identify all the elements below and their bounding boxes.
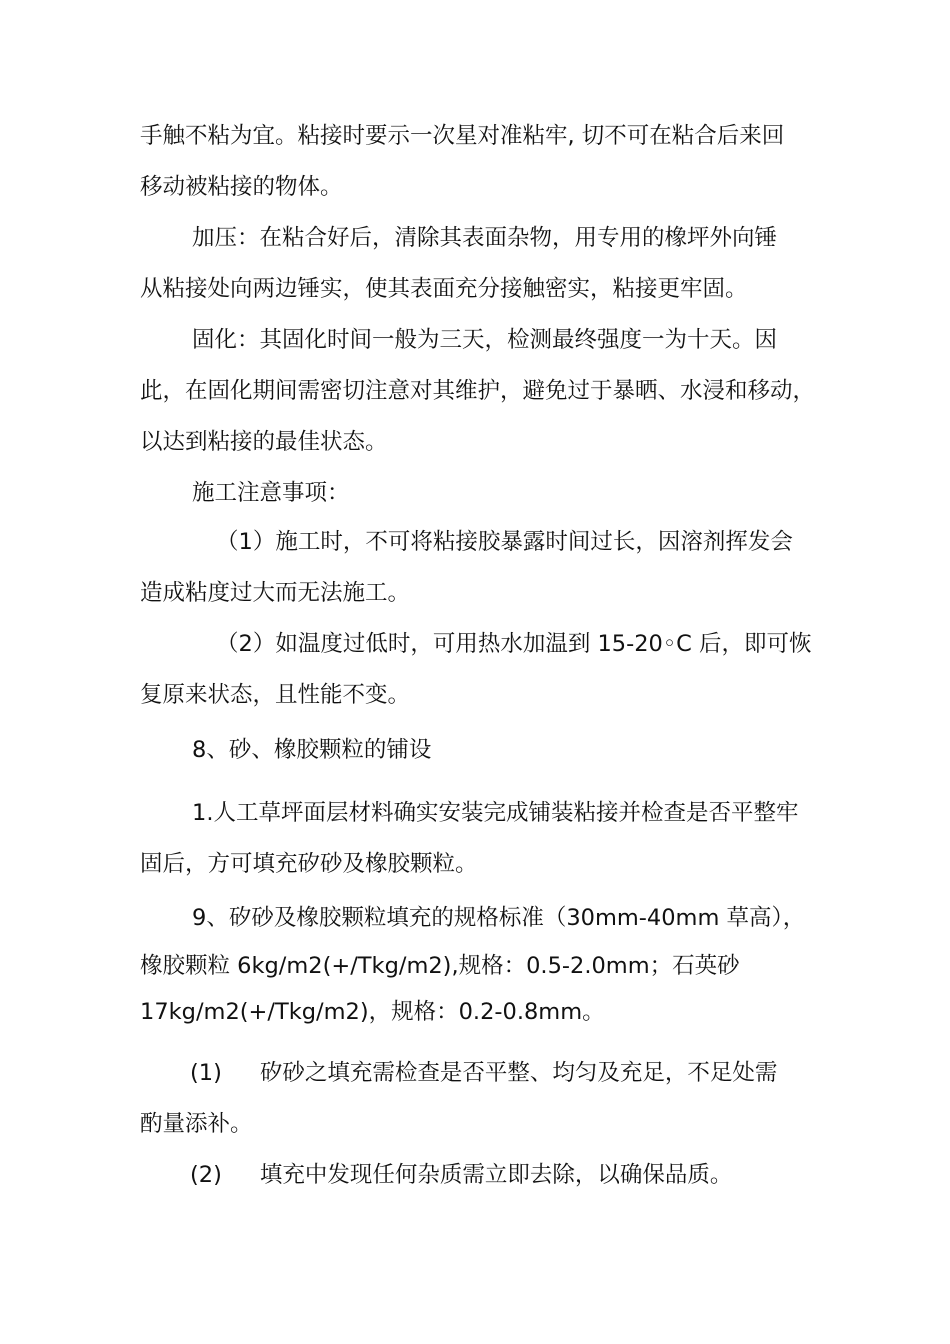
paragraph-line: 手触不粘为宜。粘接时要示一次星对准粘牢, 切不可在粘合后来回: [140, 123, 785, 149]
paragraph-pressurize: 加压：在粘合好后，清除其表面杂物，用专用的橡坪外向锤: [192, 225, 778, 251]
paragraph-line: 此，在固化期间需密切注意对其维护，避免过于暴晒、水浸和移动，: [140, 378, 816, 404]
section-heading-8: 8、砂、橡胶颗粒的铺设: [192, 737, 432, 763]
fill-check-item-1: [190, 1058, 777, 1088]
list-marker: (2): [190, 1162, 222, 1188]
paragraph-line: 固后，方可填充矽砂及橡胶颗粒。: [140, 851, 478, 877]
list-marker: (1): [190, 1060, 222, 1086]
paragraph-curing: 固化：其固化时间一般为三天，检测最终强度一为十天。因: [192, 327, 778, 353]
spec-line-rubber: 橡胶颗粒 6kg/m2(+/Tkg/m2),规格：0.5-2.0mm；石英砂: [140, 953, 740, 979]
paragraph-line: 以达到粘接的最佳状态。: [140, 429, 388, 455]
fill-check-item-2: [190, 1160, 732, 1190]
spec-line-quartz: 17kg/m2(+/Tkg/m2)，规格：0.2-0.8mm。: [140, 999, 605, 1025]
paragraph-line: 造成粘度过大而无法施工。: [140, 580, 411, 606]
precaution-item-2: （2）如温度过低时，可用热水加温到 15-20◦C 后，即可恢: [216, 631, 812, 657]
list-item-text: 矽砂之填充需检查是否平整、均匀及充足，不足处需: [259, 1060, 778, 1086]
paragraph-line: 从粘接处向两边锤实，使其表面充分接触密实，粘接更牢固。: [140, 276, 748, 302]
section-heading-precautions: 施工注意事项：: [192, 480, 350, 506]
paragraph-line: 移动被粘接的物体。: [140, 174, 343, 200]
section-heading-9: 9、矽砂及橡胶颗粒填充的规格标准（30mm-40mm 草高），: [192, 905, 806, 931]
list-item-text: 填充中发现任何杂质需立即去除，以确保品质。: [259, 1162, 733, 1188]
paragraph-line: 复原来状态，且性能不变。: [140, 682, 411, 708]
step-1-paragraph: 1.人工草坪面层材料确实安装完成铺装粘接并检查是否平整牢: [192, 800, 799, 826]
paragraph-line: 酌量添补。: [140, 1111, 253, 1137]
precaution-item-1: （1）施工时，不可将粘接胶暴露时间过长，因溶剂挥发会: [216, 529, 793, 555]
